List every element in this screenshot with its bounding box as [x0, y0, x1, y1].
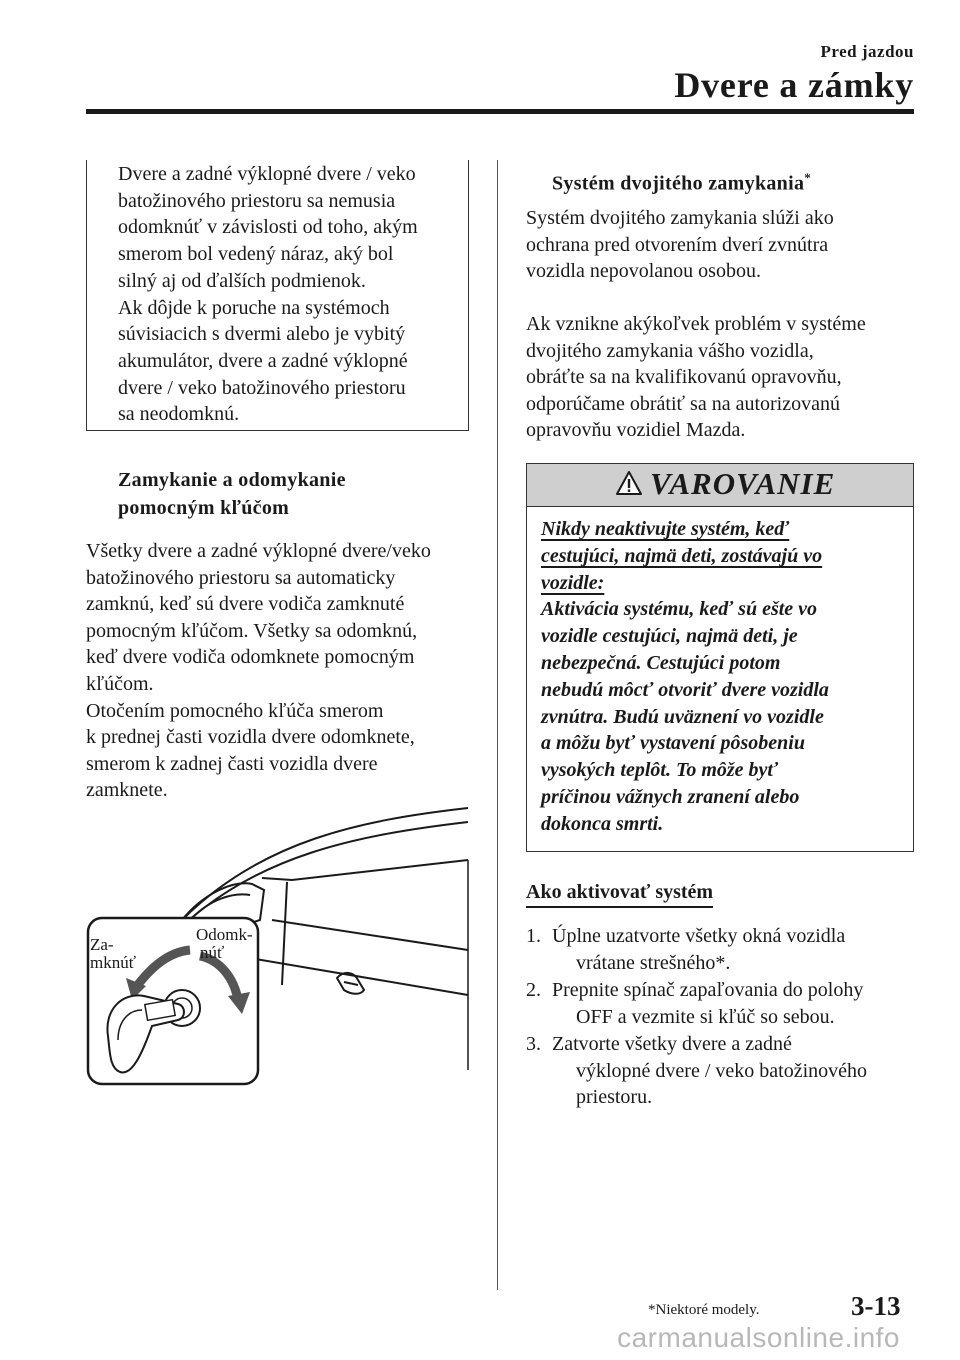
text-line: k prednej časti vozidla dvere odomknete,	[86, 726, 415, 749]
note-line: sa neodomknú.	[118, 403, 240, 426]
warning-line: vozidle:	[541, 571, 605, 594]
step-item	[526, 923, 916, 976]
step-line: Úplne uzatvorte všetky okná vozidla	[552, 925, 846, 947]
lock-label	[90, 936, 136, 972]
footnote: *Niektoré modely.	[648, 1302, 760, 1318]
text-line: kľúčom.	[86, 672, 154, 695]
text-line: zamknete.	[86, 779, 168, 802]
door-key-drawing	[82, 800, 470, 1090]
note-line: silný aj od ďalších podmienok.	[118, 269, 366, 292]
heading-text: Systém dvojitého zamykania	[552, 172, 805, 195]
unlock-label	[196, 926, 253, 962]
steps-title: Ako aktivovať systém	[526, 881, 713, 908]
note-line: batožinového priestoru sa nemusia	[118, 189, 396, 212]
warning-line: vozidle cestujúci, najmä deti, je	[541, 625, 798, 648]
text-line: batožinového priestoru sa automaticky	[86, 566, 396, 589]
text-line: obráťte sa na kvalifikovanú opravovňu,	[526, 366, 842, 389]
step-line: Zatvorte všetky dvere a zadné	[552, 1033, 792, 1055]
watermark: carmanualsonline.info	[617, 1322, 900, 1353]
heading-line: pomocným kľúčom	[118, 497, 290, 519]
unlock-label-line: Odomk-	[196, 925, 253, 944]
step-line: výklopné dvere / veko batožinového	[576, 1059, 868, 1082]
text-line: ochrana pred otvorením dverí zvnútra	[526, 233, 829, 256]
step-line: OFF a vezmite si kľúč so sebou.	[576, 1005, 835, 1028]
note-line: Ak dôjde k poruche na systémoch	[118, 296, 390, 319]
text-line: vozidla nepovolanou osobou.	[526, 260, 761, 283]
warning-line: zvnútra. Budú uväznení vo vozidle	[541, 705, 824, 728]
key-lock-heading	[118, 466, 346, 522]
step-text	[550, 923, 916, 976]
note-line: súvisiacich s dvermi alebo je vybitý	[118, 323, 406, 346]
warning-line: príčinou vážnych zranení alebo	[541, 785, 800, 808]
note-text	[118, 161, 468, 428]
warning-header	[527, 464, 913, 507]
key-lock-paragraph	[86, 538, 486, 804]
warning-title: VAROVANIE	[650, 466, 836, 501]
warning-line: Nikdy neaktivujte systém, keď	[541, 518, 790, 540]
step-line: priestoru.	[576, 1086, 653, 1109]
double-lock-paragraph-2	[526, 311, 916, 444]
heading-line: Zamykanie a odomykanie	[118, 469, 346, 491]
warning-line: nebudú môcť otvoriť dvere vozidla	[541, 678, 829, 701]
text-line: Otočením pomocného kľúča smerom	[86, 699, 384, 722]
warning-line: a môžu byť vystavení pôsobeniu	[541, 732, 805, 755]
unlock-label-line: núť	[200, 943, 225, 962]
door-key-illustration	[82, 800, 470, 1090]
note-line: dvere / veko batožinového priestoru	[118, 376, 406, 399]
warning-line: nebezpečná. Cestujúci potom	[541, 651, 781, 674]
footnote-mark: *	[804, 170, 812, 185]
text-line: keď dvere vodiča odomknete pomocným	[86, 646, 415, 669]
warning-line: vysokých teplôt. To môže byť	[541, 759, 779, 782]
lock-label-line: Za-	[90, 935, 114, 954]
double-lock-heading	[552, 164, 811, 198]
text-line: dvojitého zamykania vášho vozidla,	[526, 339, 814, 362]
text-line: Ak vznikne akýkoľvek problém v systéme	[526, 313, 866, 335]
warning-triangle-icon	[615, 470, 643, 496]
warning-line: dokonca smrti.	[541, 812, 664, 835]
step-text	[550, 977, 916, 1030]
warning-line: Aktivácia systému, keď sú ešte vo	[541, 598, 818, 621]
warning-box	[526, 463, 914, 852]
step-line: Prepnite spínač zapaľovania do polohy	[552, 979, 864, 1001]
lock-label-line: mknúť	[90, 953, 136, 972]
note-line: akumulátor, dvere a zadné výklopné	[118, 349, 408, 372]
text-line: odporúčame obrátiť sa na autorizovanú	[526, 392, 840, 415]
warning-line: cestujúci, najmä deti, zostávajú vo	[541, 544, 823, 567]
step-number: 1.	[526, 925, 541, 947]
text-line: Systém dvojitého zamykania slúži ako	[526, 207, 834, 229]
note-line: odomknúť v závislosti od toho, akým	[118, 216, 418, 239]
text-line: zamknú, keď sú dvere vodiča zamknuté	[86, 593, 405, 616]
note-line: Dvere a zadné výklopné dvere / veko	[118, 163, 416, 185]
step-number: 3.	[526, 1033, 541, 1055]
double-lock-paragraph-1	[526, 205, 916, 285]
text-line: opravovňu vozidiel Mazda.	[526, 419, 746, 442]
warning-text	[541, 516, 901, 838]
step-line: vrátane strešného*.	[576, 951, 731, 974]
step-number: 2.	[526, 979, 541, 1001]
page-number: 3-13	[851, 1291, 901, 1321]
step-item	[526, 1031, 916, 1111]
text-line: smerom k zadnej časti vozidla dvere	[86, 752, 378, 775]
section-label: Pred jazdou	[820, 42, 914, 61]
text-line: Všetky dvere a zadné výklopné dvere/veko	[86, 540, 431, 562]
header-rule	[86, 109, 914, 114]
page-title: Dvere a zámky	[674, 65, 914, 105]
column-divider	[497, 160, 498, 1290]
text-line: pomocným kľúčom. Všetky sa odomknú,	[86, 619, 418, 642]
note-line: smerom bol vedený náraz, aký bol	[118, 243, 394, 266]
step-item	[526, 977, 916, 1030]
step-text	[550, 1031, 916, 1111]
